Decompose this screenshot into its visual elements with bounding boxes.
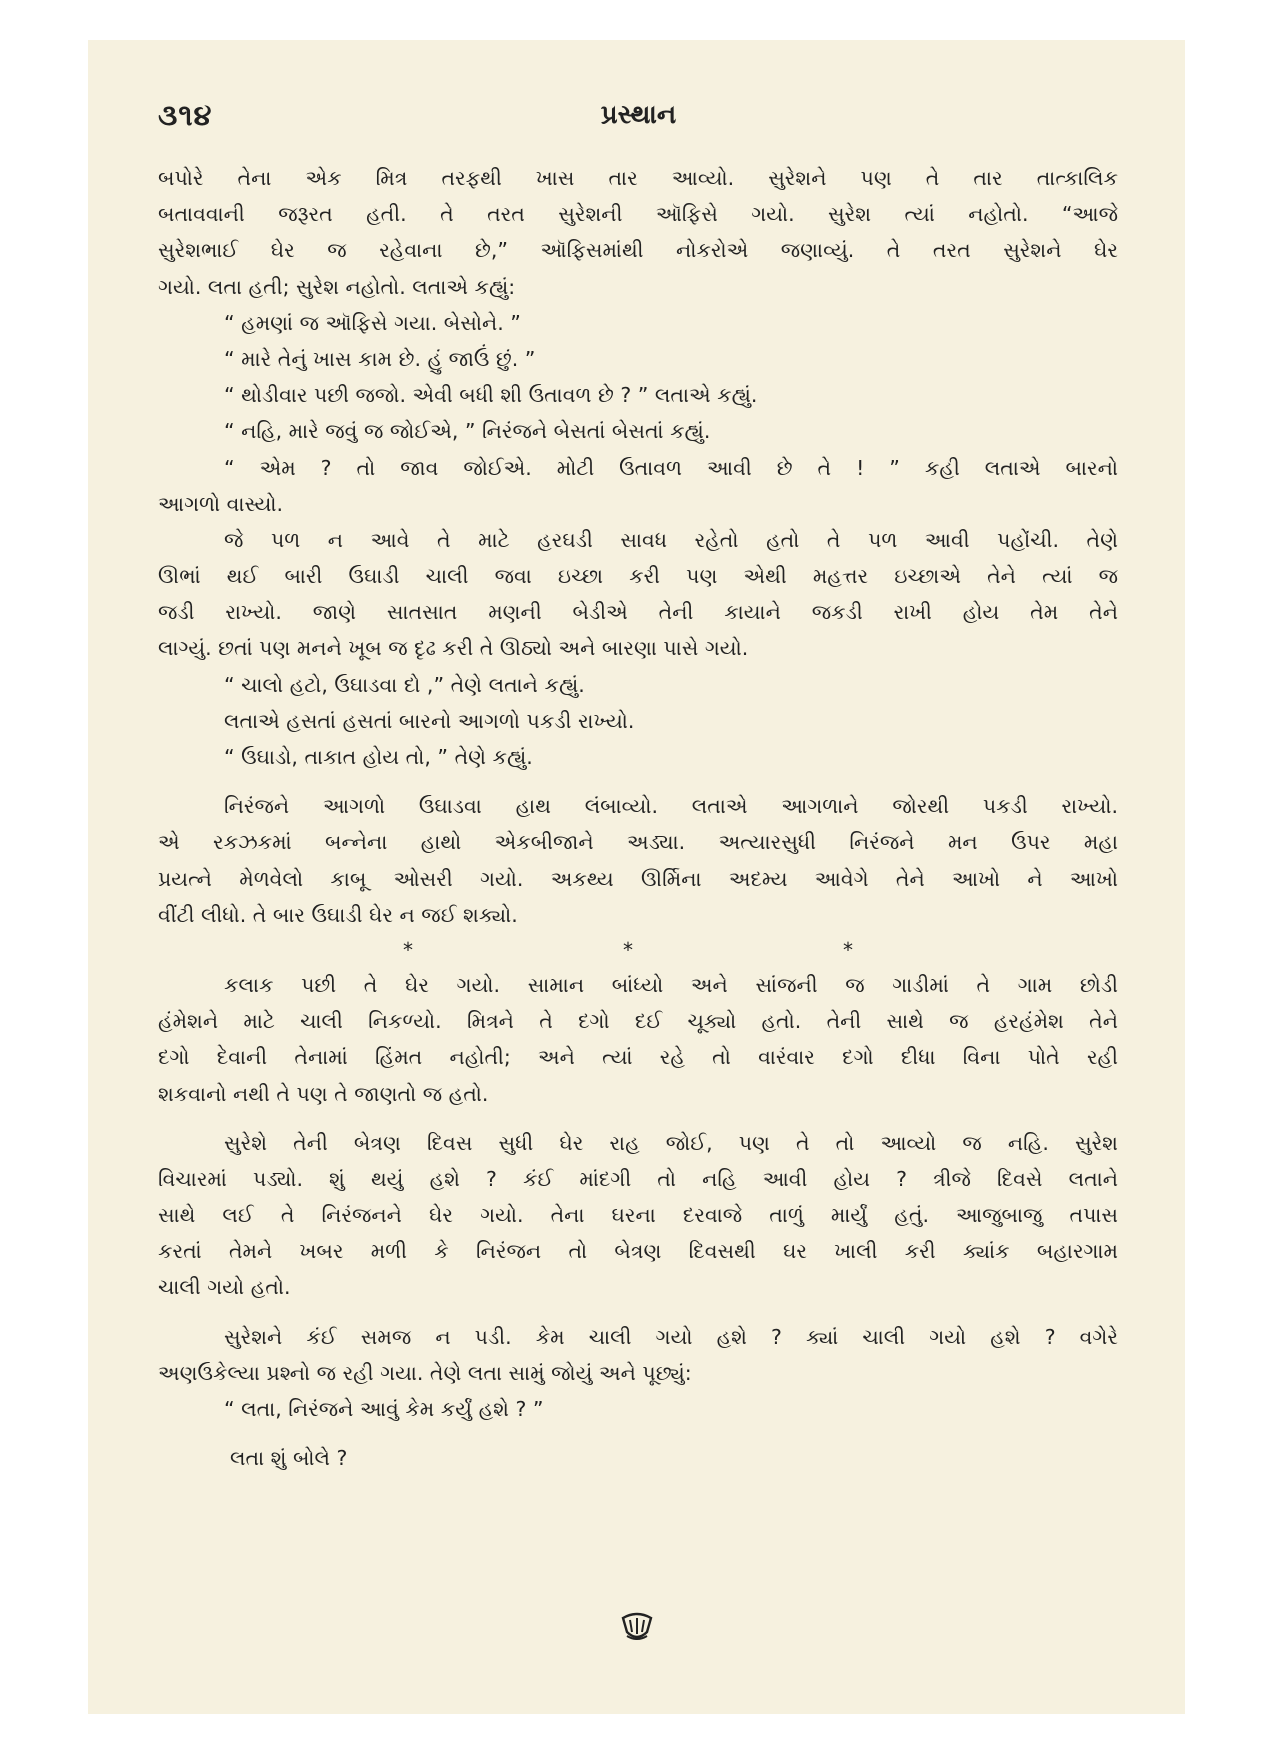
page-number: ૩૧૪ [158,98,213,132]
text-line: શકવાનો નથી તે પણ તે જાણતો જ હતો. [158,1081,489,1106]
text-line: સુરેશભાઈ ઘેર જ રહેવાના છે,” ઑફિસમાંથી નોકરોએ જણાવ્યું. તે તરત સુરેશને ઘેર [158,238,1118,263]
section-break-star: * [623,937,633,962]
text-line: ઊભાં થઈ બારી ઉઘાડી ચાલી જવા ઇચ્છા કરી પણ એથી મહત્તર ઇચ્છાએ તેને ત્યાં જ [158,564,1118,589]
text-line: લતા શું બોલે ? [230,1446,348,1471]
text-line: ગયો. લતા હતી; સુરેશ નહોતો. લતાએ કહ્યું: [158,274,516,299]
text-line: એ રકઝકમાં બન્નેના હાથો એકબીજાને અડ્યા. અત્યારસુધી નિરંજને મન ઉપર મહા [158,830,1118,855]
dialogue-line: “ થોડીવાર પછી જજો. એવી બધી શી ઉતાવળ છે ? ” લતાએ કહ્યું. [224,383,758,408]
book-page [88,40,1185,1714]
text-line: સાથે લઈ તે નિરંજનને ઘેર ગયો. તેના ઘરના દરવાજે તાળું માર્યું હતું. આજુબાજુ તપાસ [158,1203,1118,1228]
text-line: હંમેશને માટે ચાલી નિકળ્યો. મિત્રને તે દગો દઈ ચૂક્યો હતો. તેની સાથે જ હરહંમેશ તેને [158,1009,1118,1034]
text-line: ચાલી ગયો હતો. [158,1275,291,1300]
dialogue-line: “ હમણાં જ ઑફિસે ગયા. બેસોને. ” [224,310,521,335]
section-break-star: * [403,937,413,962]
text-line: નિરંજને આગળો ઉઘાડવા હાથ લંબાવ્યો. લતાએ આગળાને જોરથી પકડી રાખ્યો. [224,794,1118,819]
text-line: કરતાં તેમને ખબર મળી કે નિરંજન તો બેત્રણ દિવસથી ઘર ખાલી કરી ક્યાંક બહારગામ [158,1239,1118,1264]
text-line: સુરેશને કંઈ સમજ ન પડી. કેમ ચાલી ગયો હશે ? ક્યાં ચાલી ગયો હશે ? વગેરે [224,1324,1118,1349]
dialogue-line: “ મારે તેનું ખાસ કામ છે. હું જાઉં છું. ” [224,346,536,371]
dialogue-line: “ ચાલો હટો, ઉઘાડવા દો ,” તેણે લતાને કહ્યું. [224,672,585,697]
text-line: અણઉકેલ્યા પ્રશ્નો જ રહી ગયા. તેણે લતા સામું જોયું અને પૂછ્યું: [158,1360,692,1385]
dialogue-line: “ એમ ? તો જાવ જોઈએ. મોટી ઉતાવળ આવી છે તે ! ” કહી લતાએ બારનો [224,455,1118,480]
dialogue-line: “ નહિ, મારે જવું જ જોઈએ, ” નિરંજને બેસતાં બેસતાં કહ્યું. [224,419,711,444]
section-break-star: * [843,937,853,962]
page-body [158,160,1118,1476]
dialogue-line: “ ઉઘાડો, તાકાત હોય તો, ” તેણે કહ્યું. [224,745,533,769]
text-line: જે પળ ન આવે તે માટે હરઘડી સાવધ રહેતો હતો તે પળ આવી પહોંચી. તેણે [224,527,1118,552]
text-line: પ્રયત્ને મેળવેલો કાબૂ ઓસરી ગયો. અકથ્ય ઊર્મિના અદમ્ય આવેગે તેને આખો ને આખો [158,866,1118,891]
dialogue-line: “ લતા, નિરંજને આવું કેમ કર્યું હશે ? ” [224,1397,544,1421]
section-break [158,933,1118,967]
text-line: દગો દેવાની તેનામાં હિંમત નહોતી; અને ત્યાં રહે તો વારંવાર દગો દીધા વિના પોતે રહી [158,1045,1118,1070]
text-line: કલાક પછી તે ઘેર ગયો. સામાન બાંધ્યો અને સાંજની જ ગાડીમાં તે ગામ છોડી [224,972,1118,997]
text-line: વિચારમાં પડ્યો. શું થયું હશે ? કંઈ માંદગી તો નહિ આવી હોય ? ત્રીજે દિવસે લતાને [158,1166,1118,1191]
running-title: પ્રસ્થાન [600,100,677,130]
text-line: લતાએ હસતાં હસતાં બારનો આગળો પકડી રાખ્યો. [224,708,635,733]
text-line: બતાવવાની જરૂરત હતી. તે તરત સુરેશની ઑફિસે ગયો. સુરેશ ત્યાં નહોતો. “આજે [158,202,1118,227]
page-header [158,98,1119,138]
text-line: જડી રાખ્યો. જાણે સાતસાત મણની બેડીએ તેની કાયાને જકડી રાખી હોય તેમ તેને [158,600,1118,625]
text-line: બપોરે તેના એક મિત્ર તરફથી ખાસ તાર આવ્યો. સુરેશને પણ તે તાર તાત્કાલિક [158,166,1118,190]
text-line: આગળો વાસ્યો. [158,491,284,516]
text-line: સુરેશે તેની બેત્રણ દિવસ સુધી ઘેર રાહ જોઈ, પણ તે તો આવ્યો જ નહિ. સુરેશ [224,1130,1118,1155]
end-ornament-icon [88,1612,1185,1642]
text-line: લાગ્યું. છતાં પણ મનને ખૂબ જ દૃઢ કરી તે ઊઠ્યો અને બારણા પાસે ગયો. [158,636,749,661]
text-line: વીંટી લીધો. તે બાર ઉઘાડી ઘેર ન જઈ શક્યો. [158,902,518,927]
